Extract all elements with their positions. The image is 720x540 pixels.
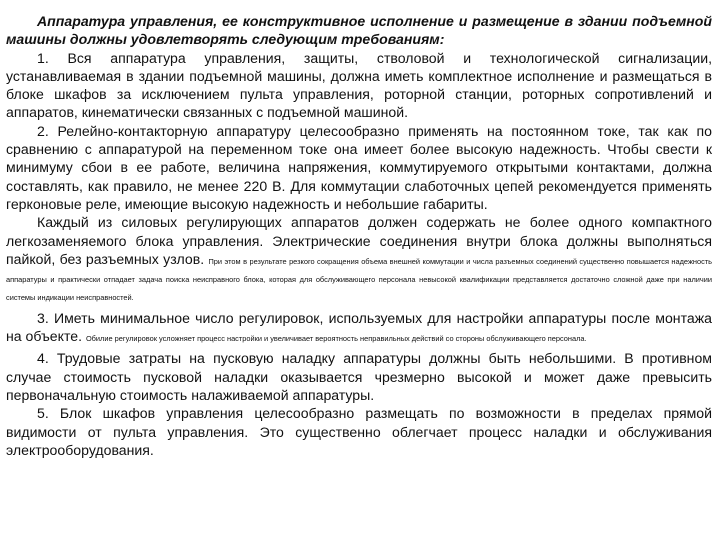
paragraph-3-note: При этом в результате резкого сокращения объема внешней коммутации и числа разъемных соединений существенно повышается надежность аппаратуры и практически отпадает задача поиска неисправного блока, которая для обслуживающего персонала невысокой квалификации представляется достаточно сложной даже при наличии системы индикации неисправностей. [6,256,713,303]
paragraph-1: 1. Вся аппаратура управления, защиты, стволовой и технологической сигнализации, устанавливаемая в здании подъемной машины, должна иметь комплектное исполнение и размещаться в блоке шкафов за исключением пульта управления, роторной станции, роторных сопротивлений и аппаратов, кинематически связанных с подъемной машиной. [6,49,712,121]
document-page [6,12,712,459]
paragraph-3-text: Каждый из силовых регулирующих аппаратов должен содержать не более одного компактного легкозаменяемого блока управления. Электрические соединения внутри блока должны выполняться пайкой, без разъемных узлов. [6,214,712,267]
heading: Аппаратура управления, ее конструктивное исполнение и размещение в здании подъемной машины должны удовлетворять следующим требованиям: [6,13,712,48]
paragraph-5: 4. Трудовые затраты на пусковую наладку аппаратуры должны быть небольшими. В противном случае стоимость пусковой наладки оказывается чрезмерно высокой и может даже превысить первоначальную стоимость налаживаемой аппаратуры. [6,350,712,403]
paragraph-3 [6,213,712,304]
paragraph-4 [6,309,712,346]
paragraph-6: 5. Блок шкафов управления целесообразно размещать по возможности в пределах прямой видимости от пульта управления. Это существенно облегчает процесс наладки и обслуживания электрооборудования. [6,405,712,458]
paragraph-2: 2. Релейно-контакторную аппаратуру целесообразно применять на постоянном токе, так как по сравнению с аппаратурой на переменном токе она имеет более высокую надежность. Чтобы свести к минимуму сбои в ее работе, величина напряжения, коммутируемого открытыми контактами, должна составлять, как правило, не менее 220 В. Для коммутации слаботочных цепей рекомендуется применять герконовые реле, имеющие высокую надежность и небольшие габариты. [6,122,712,212]
paragraph-4-note: Обилие регулировок усложняет процесс настройки и увеличивает вероятность неправильных действий со стороны обслуживающего персонала. [85,334,587,344]
paragraph-4-text: 3. Иметь минимальное число регулировок, используемых для настройки аппаратуры после монтажа на объекте. [6,309,712,345]
